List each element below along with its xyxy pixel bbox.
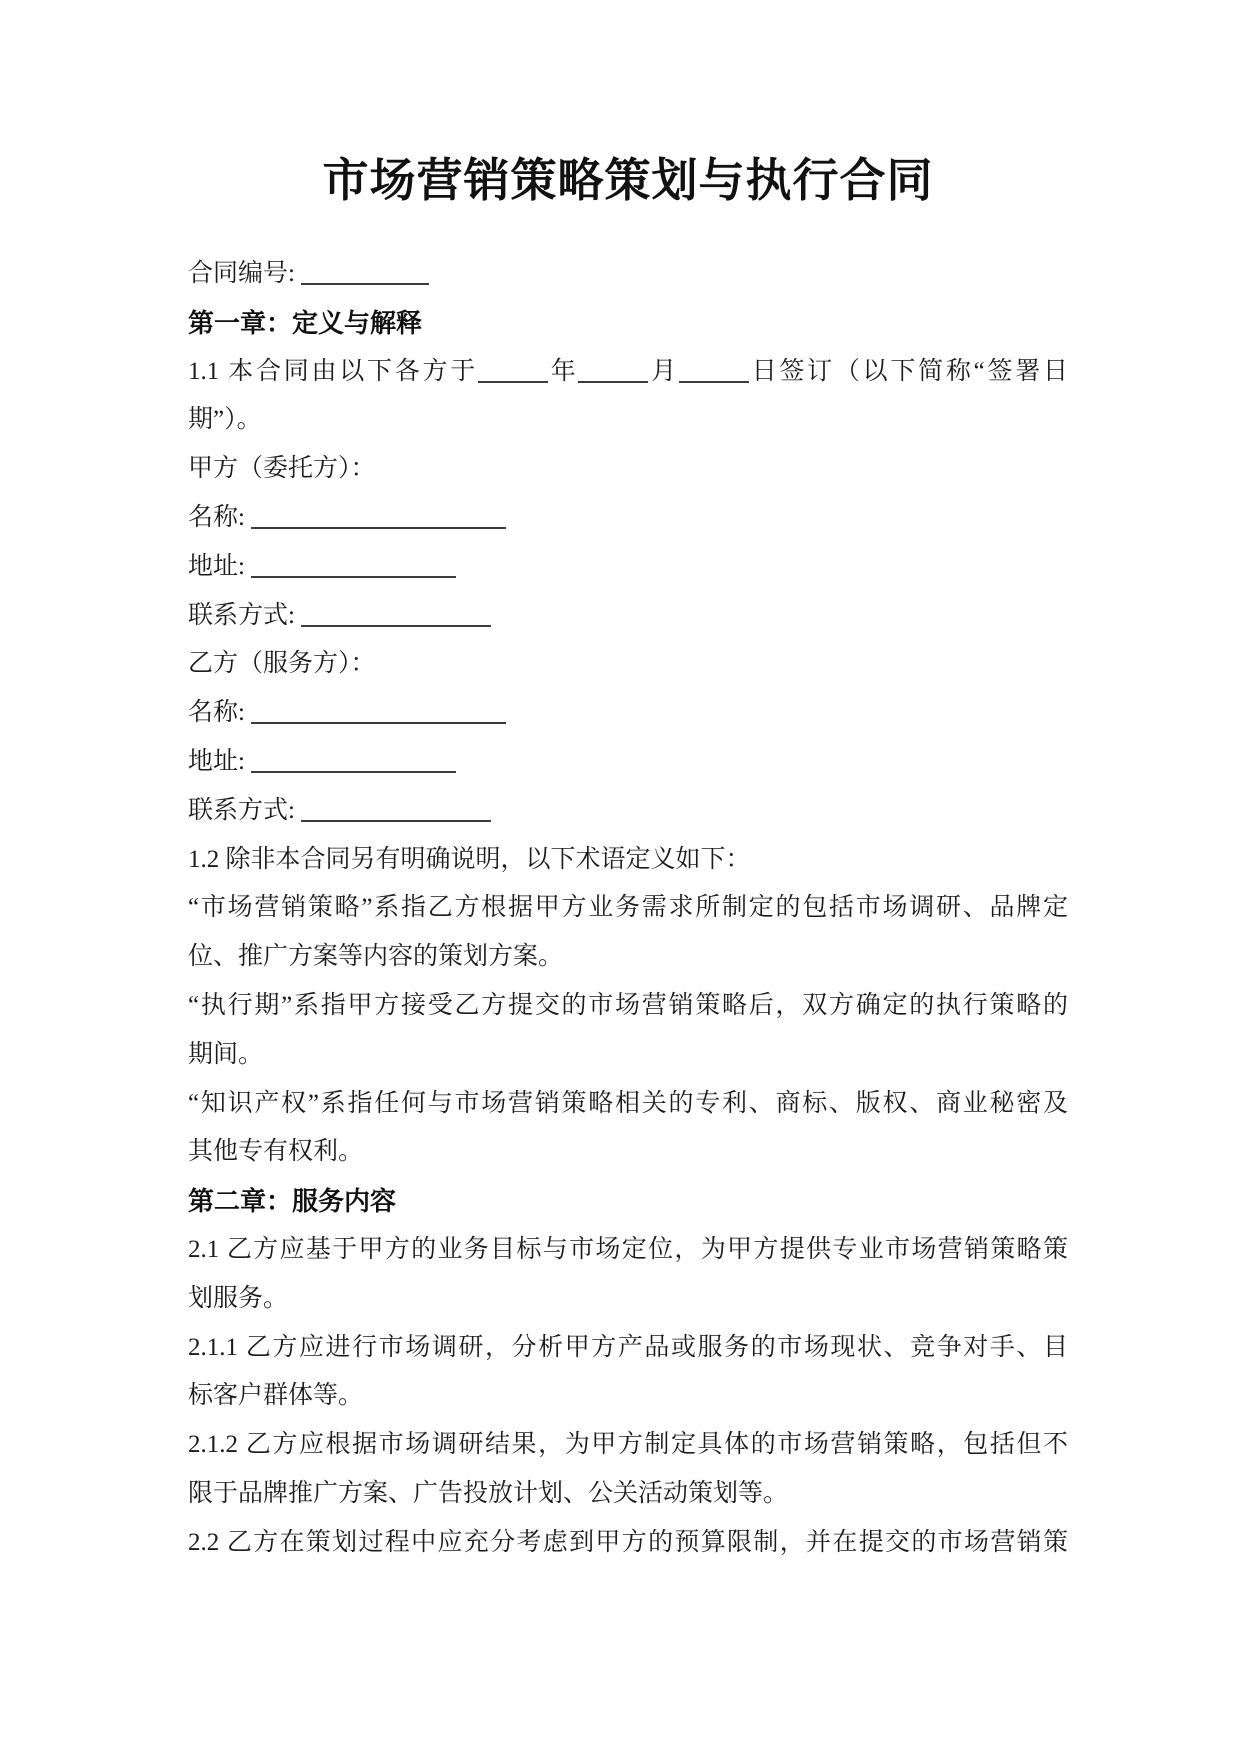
form-field-line	[188, 348, 1068, 397]
text-run: 地址:	[188, 552, 252, 580]
contract-line: 位、推广方案等内容的策划方案。	[188, 943, 564, 971]
contract-line: 2.2 乙方在策划过程中应充分考虑到甲方的预算限制，并在提交的市场营销策	[188, 1528, 1068, 1556]
blank-underline	[578, 381, 648, 383]
blank-underline	[301, 820, 491, 822]
contract-line: “执行期”系指甲方接受乙方提交的市场营销策略后，双方确定的执行策略的	[188, 991, 1068, 1019]
text-run: 名称:	[188, 699, 252, 727]
form-field-line	[188, 592, 1068, 641]
blank-underline	[301, 625, 491, 627]
text-run: 1.1 本合同由以下各方于	[188, 357, 478, 385]
form-field-line	[188, 494, 1068, 543]
contract-line: 其他专有权利。	[188, 1138, 364, 1166]
contract-line: 标客户群体等。	[188, 1382, 364, 1410]
contract-line: “知识产权”系指任何与市场营销策略相关的专利、商标、版权、商业秘密及	[188, 1089, 1068, 1117]
blank-underline	[679, 381, 749, 383]
blank-underline	[478, 381, 548, 383]
blank-underline	[301, 283, 429, 285]
form-field-line	[188, 250, 1068, 299]
form-field-line	[188, 787, 1068, 836]
contract-line: 甲方（委托方）：	[188, 455, 376, 483]
form-field-line	[188, 738, 1068, 787]
blank-underline	[251, 722, 506, 724]
text-run: 月	[648, 357, 679, 385]
form-field-line	[188, 689, 1068, 738]
text-run: 合同编号:	[188, 260, 302, 287]
contract-line: 期”）。	[188, 406, 262, 434]
contract-line: 乙方（服务方）：	[188, 650, 376, 678]
contract-line: “市场营销策略”系指乙方根据甲方业务需求所制定的包括市场调研、品牌定	[188, 894, 1068, 922]
contract-line: 2.1 乙方应基于甲方的业务目标与市场定位，为甲方提供专业市场营销策略策	[188, 1235, 1068, 1263]
text-run: 日签订（以下简称“签署日	[748, 357, 1068, 385]
text-run: 联系方式:	[188, 601, 302, 629]
contract-line: 2.1.1 乙方应进行市场调研，分析甲方产品或服务的市场现状、竞争对手、目	[188, 1333, 1068, 1361]
contract-line: 期间。	[188, 1040, 264, 1068]
text-run: 名称:	[188, 503, 252, 531]
contract-line: 1.2 除非本合同另有明确说明，以下术语定义如下：	[188, 845, 751, 873]
blank-underline	[251, 576, 456, 578]
contract-line: 划服务。	[188, 1284, 289, 1312]
contract-line: 2.1.2 乙方应根据市场调研结果，为甲方制定具体的市场营销策略，包括但不	[188, 1431, 1068, 1459]
contract-document	[188, 150, 1068, 1568]
section-heading: 第一章：定义与解释	[188, 307, 423, 338]
text-run: 地址:	[188, 747, 252, 775]
section-heading: 第二章：服务内容	[188, 1186, 397, 1217]
document-title: 市场营销策略策划与执行合同	[322, 155, 934, 206]
text-run: 年	[547, 357, 579, 385]
blank-underline	[251, 771, 456, 773]
form-field-line	[188, 543, 1068, 592]
text-run: 联系方式:	[188, 796, 302, 824]
contract-line: 限于品牌推广方案、广告投放计划、公关活动策划等。	[188, 1479, 789, 1507]
document-body	[188, 250, 1068, 1568]
blank-underline	[251, 527, 506, 529]
